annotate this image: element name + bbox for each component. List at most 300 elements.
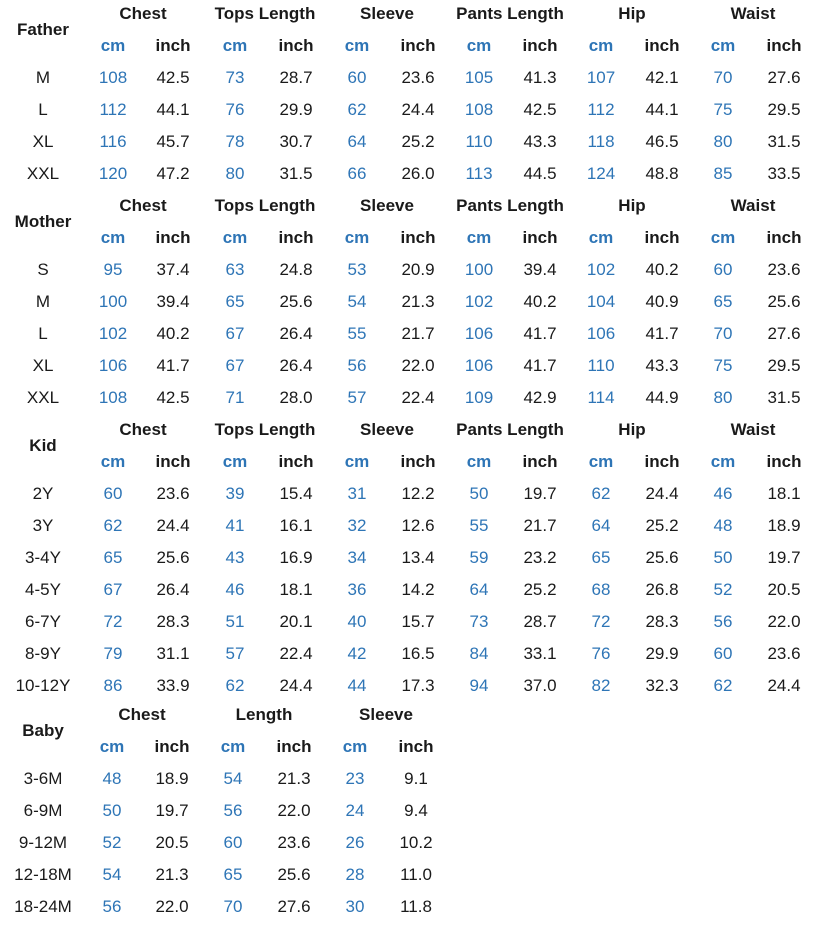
value-inch: 25.6 (645, 548, 679, 567)
value-cm: 54 (102, 865, 122, 884)
value-cm: 39 (225, 484, 245, 503)
value-inch: 26.4 (279, 324, 313, 343)
column-header: Chest (118, 705, 166, 724)
value-inch: 28.0 (279, 388, 313, 407)
value-cm: 76 (591, 644, 611, 663)
unit-cm-label: cm (466, 228, 492, 247)
column-header: Chest (119, 4, 167, 23)
value-cm: 80 (713, 388, 733, 407)
value-inch: 43.3 (523, 132, 557, 151)
unit-cm-label: cm (588, 452, 614, 471)
section-label-kid: Kid (29, 436, 57, 455)
size-label: 6-7Y (25, 612, 61, 631)
value-inch: 26.4 (279, 356, 313, 375)
value-cm: 55 (347, 324, 367, 343)
unit-cm-label: cm (466, 36, 492, 55)
value-cm: 85 (713, 164, 733, 183)
column-header: Length (235, 705, 293, 724)
size-label: 10-12Y (15, 676, 71, 695)
value-inch: 17.3 (401, 676, 435, 695)
size-label: M (35, 68, 51, 87)
size-label: L (38, 324, 48, 343)
value-cm: 46 (225, 580, 245, 599)
value-cm: 60 (347, 68, 367, 87)
value-inch: 33.1 (523, 644, 557, 663)
unit-inch-label: inch (278, 228, 314, 247)
value-inch: 16.1 (279, 516, 313, 535)
value-cm: 56 (347, 356, 367, 375)
value-inch: 11.0 (400, 865, 432, 884)
column-header: Tops Length (214, 196, 316, 215)
value-cm: 102 (464, 292, 494, 311)
size-label: 9-12M (18, 833, 68, 852)
column-header: Waist (730, 4, 776, 23)
unit-cm-label: cm (100, 36, 126, 55)
value-cm: 34 (347, 548, 367, 567)
value-cm: 62 (225, 676, 245, 695)
value-cm: 108 (464, 100, 494, 119)
value-inch: 44.1 (645, 100, 679, 119)
column-header: Waist (730, 196, 776, 215)
value-inch: 25.2 (523, 580, 557, 599)
value-inch: 42.5 (523, 100, 557, 119)
value-cm: 62 (591, 484, 611, 503)
value-cm: 26 (345, 833, 365, 852)
value-cm: 94 (469, 676, 489, 695)
value-cm: 106 (98, 356, 128, 375)
value-cm: 79 (103, 644, 123, 663)
unit-cm-label: cm (588, 36, 614, 55)
size-label: 4-5Y (25, 580, 61, 599)
value-cm: 46 (713, 484, 733, 503)
value-inch: 23.6 (767, 644, 801, 663)
value-cm: 40 (347, 612, 367, 631)
value-cm: 42 (347, 644, 367, 663)
value-inch: 40.9 (645, 292, 679, 311)
value-inch: 19.7 (767, 548, 801, 567)
value-cm: 107 (586, 68, 616, 87)
unit-inch-label: inch (766, 228, 802, 247)
size-label: S (37, 260, 49, 279)
value-inch: 30.7 (279, 132, 313, 151)
value-cm: 65 (591, 548, 611, 567)
value-inch: 28.7 (523, 612, 557, 631)
value-cm: 56 (102, 897, 122, 916)
value-inch: 21.7 (401, 324, 435, 343)
value-cm: 65 (713, 292, 733, 311)
section-label-mother: Mother (14, 212, 72, 231)
value-cm: 53 (347, 260, 367, 279)
value-inch: 23.6 (156, 484, 190, 503)
value-cm: 64 (469, 580, 489, 599)
unit-inch-label: inch (155, 452, 191, 471)
size-label: XL (32, 356, 54, 375)
value-inch: 9.1 (404, 769, 428, 788)
value-inch: 10.2 (399, 833, 433, 852)
value-cm: 108 (98, 388, 128, 407)
value-inch: 44.5 (523, 164, 557, 183)
unit-inch-label: inch (276, 737, 312, 756)
value-inch: 22.0 (401, 356, 435, 375)
value-inch: 42.5 (156, 388, 190, 407)
unit-cm-label: cm (710, 36, 736, 55)
value-inch: 37.4 (156, 260, 190, 279)
value-inch: 20.1 (279, 612, 313, 631)
value-inch: 18.9 (767, 516, 801, 535)
section-label-father: Father (17, 20, 69, 39)
unit-inch-label: inch (644, 228, 680, 247)
value-cm: 109 (464, 388, 494, 407)
value-cm: 124 (586, 164, 616, 183)
value-inch: 47.2 (156, 164, 190, 183)
size-label: 3-4Y (25, 548, 61, 567)
value-cm: 84 (469, 644, 489, 663)
value-cm: 73 (225, 68, 245, 87)
value-inch: 27.6 (767, 324, 801, 343)
size-label: 6-9M (23, 801, 63, 820)
value-cm: 106 (464, 356, 494, 375)
value-inch: 33.5 (767, 164, 801, 183)
value-cm: 54 (347, 292, 367, 311)
value-cm: 118 (587, 132, 615, 151)
value-inch: 41.7 (156, 356, 190, 375)
value-inch: 20.5 (767, 580, 801, 599)
value-cm: 86 (103, 676, 123, 695)
column-header: Hip (618, 196, 646, 215)
unit-inch-label: inch (522, 228, 558, 247)
value-inch: 20.9 (401, 260, 435, 279)
size-label: XXL (26, 164, 60, 183)
unit-inch-label: inch (278, 452, 314, 471)
value-inch: 22.4 (401, 388, 435, 407)
value-inch: 15.4 (279, 484, 313, 503)
value-cm: 50 (713, 548, 733, 567)
column-header: Waist (730, 420, 776, 439)
value-inch: 23.6 (767, 260, 801, 279)
value-inch: 28.3 (156, 612, 190, 631)
value-cm: 59 (469, 548, 489, 567)
value-cm: 57 (225, 644, 245, 663)
value-inch: 23.6 (401, 68, 435, 87)
value-inch: 11.8 (400, 897, 432, 916)
value-cm: 70 (713, 68, 733, 87)
value-cm: 114 (587, 388, 615, 407)
unit-inch-label: inch (522, 452, 558, 471)
value-cm: 113 (465, 164, 493, 183)
value-inch: 22.0 (767, 612, 801, 631)
value-cm: 82 (591, 676, 611, 695)
value-inch: 43.3 (645, 356, 679, 375)
value-cm: 23 (345, 769, 365, 788)
value-cm: 102 (586, 260, 616, 279)
value-cm: 32 (347, 516, 367, 535)
value-cm: 52 (102, 833, 122, 852)
value-inch: 40.2 (156, 324, 190, 343)
value-cm: 110 (465, 132, 493, 151)
unit-inch-label: inch (400, 452, 436, 471)
value-cm: 44 (347, 676, 367, 695)
value-cm: 95 (103, 260, 123, 279)
value-inch: 33.9 (156, 676, 190, 695)
value-cm: 55 (469, 516, 489, 535)
value-cm: 75 (713, 356, 733, 375)
value-inch: 22.4 (279, 644, 313, 663)
value-cm: 31 (347, 484, 367, 503)
value-cm: 48 (102, 769, 122, 788)
size-label: 3Y (32, 516, 54, 535)
unit-cm-label: cm (222, 228, 248, 247)
value-cm: 30 (345, 897, 365, 916)
unit-inch-label: inch (766, 36, 802, 55)
value-inch: 42.1 (645, 68, 679, 87)
value-cm: 62 (347, 100, 367, 119)
value-inch: 41.7 (645, 324, 679, 343)
column-header: Pants Length (456, 4, 564, 23)
unit-inch-label: inch (644, 36, 680, 55)
value-inch: 25.6 (767, 292, 801, 311)
value-inch: 26.0 (401, 164, 435, 183)
value-inch: 28.3 (645, 612, 679, 631)
value-inch: 24.4 (156, 516, 190, 535)
value-cm: 60 (713, 260, 733, 279)
value-inch: 21.7 (523, 516, 557, 535)
size-label: 3-6M (23, 769, 63, 788)
value-inch: 23.2 (523, 548, 557, 567)
unit-cm-label: cm (99, 737, 125, 756)
unit-inch-label: inch (398, 737, 434, 756)
value-cm: 52 (713, 580, 733, 599)
value-inch: 31.5 (279, 164, 313, 183)
value-inch: 44.1 (156, 100, 190, 119)
value-cm: 78 (225, 132, 245, 151)
value-inch: 29.5 (767, 100, 801, 119)
value-inch: 32.3 (645, 676, 679, 695)
value-cm: 75 (713, 100, 733, 119)
value-inch: 39.4 (523, 260, 557, 279)
value-inch: 9.4 (404, 801, 428, 820)
value-inch: 29.9 (645, 644, 679, 663)
value-inch: 31.1 (156, 644, 190, 663)
value-cm: 80 (713, 132, 733, 151)
value-inch: 46.5 (645, 132, 679, 151)
column-header: Pants Length (456, 196, 564, 215)
column-header: Pants Length (456, 420, 564, 439)
value-cm: 68 (591, 580, 611, 599)
value-inch: 42.9 (523, 388, 557, 407)
column-header: Hip (618, 420, 646, 439)
unit-cm-label: cm (588, 228, 614, 247)
value-inch: 25.6 (156, 548, 190, 567)
value-inch: 31.5 (767, 388, 801, 407)
value-inch: 21.3 (277, 769, 311, 788)
value-inch: 25.2 (645, 516, 679, 535)
value-inch: 18.1 (279, 580, 313, 599)
value-inch: 41.7 (523, 356, 557, 375)
size-label: XL (32, 132, 54, 151)
value-inch: 29.9 (279, 100, 313, 119)
section-label-baby: Baby (22, 721, 64, 740)
unit-cm-label: cm (222, 452, 248, 471)
value-inch: 13.4 (401, 548, 435, 567)
value-cm: 112 (99, 100, 127, 119)
unit-inch-label: inch (766, 452, 802, 471)
column-header: Chest (119, 420, 167, 439)
value-cm: 51 (225, 612, 245, 631)
unit-inch-label: inch (154, 737, 190, 756)
column-header: Hip (618, 4, 646, 23)
value-inch: 12.2 (401, 484, 435, 503)
unit-cm-label: cm (100, 452, 126, 471)
value-cm: 71 (225, 388, 245, 407)
unit-inch-label: inch (644, 452, 680, 471)
value-cm: 62 (713, 676, 733, 695)
value-cm: 80 (225, 164, 245, 183)
value-inch: 16.9 (279, 548, 313, 567)
value-inch: 37.0 (523, 676, 557, 695)
value-inch: 27.6 (767, 68, 801, 87)
value-cm: 105 (464, 68, 494, 87)
value-cm: 104 (586, 292, 616, 311)
column-header: Sleeve (360, 4, 414, 23)
value-inch: 21.3 (155, 865, 189, 884)
value-cm: 64 (591, 516, 611, 535)
value-cm: 120 (98, 164, 128, 183)
value-cm: 60 (713, 644, 733, 663)
value-inch: 26.8 (645, 580, 679, 599)
value-inch: 25.6 (279, 292, 313, 311)
value-cm: 60 (223, 833, 243, 852)
value-cm: 63 (225, 260, 245, 279)
value-inch: 25.6 (277, 865, 311, 884)
value-cm: 24 (345, 801, 365, 820)
value-cm: 50 (102, 801, 122, 820)
unit-cm-label: cm (344, 36, 370, 55)
value-cm: 67 (225, 324, 245, 343)
value-cm: 100 (464, 260, 494, 279)
size-label: L (38, 100, 48, 119)
value-inch: 20.5 (155, 833, 189, 852)
value-cm: 73 (469, 612, 489, 631)
value-cm: 65 (225, 292, 245, 311)
column-header: Chest (119, 196, 167, 215)
size-label: M (35, 292, 51, 311)
value-inch: 18.1 (767, 484, 801, 503)
value-inch: 23.6 (277, 833, 311, 852)
value-cm: 56 (223, 801, 243, 820)
value-cm: 65 (223, 865, 243, 884)
value-inch: 18.9 (155, 769, 189, 788)
value-cm: 108 (98, 68, 128, 87)
value-inch: 25.2 (401, 132, 435, 151)
unit-inch-label: inch (400, 36, 436, 55)
unit-cm-label: cm (344, 228, 370, 247)
column-header: Sleeve (359, 705, 413, 724)
unit-inch-label: inch (522, 36, 558, 55)
value-inch: 24.4 (401, 100, 435, 119)
value-cm: 67 (103, 580, 123, 599)
value-cm: 50 (469, 484, 489, 503)
size-label: XXL (26, 388, 60, 407)
value-cm: 102 (98, 324, 128, 343)
value-inch: 29.5 (767, 356, 801, 375)
value-cm: 36 (347, 580, 367, 599)
unit-inch-label: inch (278, 36, 314, 55)
value-inch: 24.4 (279, 676, 313, 695)
value-cm: 56 (713, 612, 733, 631)
unit-cm-label: cm (100, 228, 126, 247)
value-cm: 70 (223, 897, 243, 916)
value-inch: 21.3 (401, 292, 435, 311)
value-inch: 28.7 (279, 68, 313, 87)
value-cm: 57 (347, 388, 367, 407)
value-cm: 60 (103, 484, 123, 503)
value-inch: 39.4 (156, 292, 190, 311)
unit-cm-label: cm (710, 452, 736, 471)
value-inch: 24.8 (279, 260, 313, 279)
value-inch: 24.4 (767, 676, 801, 695)
unit-cm-label: cm (710, 228, 736, 247)
value-cm: 64 (347, 132, 367, 151)
value-cm: 106 (586, 324, 616, 343)
size-label: 8-9Y (25, 644, 61, 663)
value-inch: 19.7 (523, 484, 557, 503)
unit-cm-label: cm (342, 737, 368, 756)
unit-cm-label: cm (344, 452, 370, 471)
value-inch: 22.0 (155, 897, 189, 916)
value-inch: 44.9 (645, 388, 679, 407)
value-cm: 72 (103, 612, 123, 631)
value-inch: 40.2 (523, 292, 557, 311)
value-inch: 41.3 (523, 68, 557, 87)
value-inch: 16.5 (401, 644, 435, 663)
value-inch: 15.7 (401, 612, 435, 631)
value-cm: 70 (713, 324, 733, 343)
column-header: Tops Length (214, 4, 316, 23)
value-inch: 45.7 (156, 132, 190, 151)
value-cm: 106 (464, 324, 494, 343)
value-cm: 43 (225, 548, 245, 567)
column-header: Sleeve (360, 196, 414, 215)
unit-inch-label: inch (400, 228, 436, 247)
value-inch: 27.6 (277, 897, 311, 916)
value-cm: 65 (103, 548, 123, 567)
value-cm: 54 (223, 769, 243, 788)
value-inch: 14.2 (401, 580, 435, 599)
unit-cm-label: cm (466, 452, 492, 471)
value-inch: 48.8 (645, 164, 679, 183)
value-inch: 19.7 (155, 801, 189, 820)
value-cm: 76 (225, 100, 245, 119)
column-header: Sleeve (360, 420, 414, 439)
unit-inch-label: inch (155, 36, 191, 55)
value-inch: 24.4 (645, 484, 679, 503)
value-inch: 26.4 (156, 580, 190, 599)
column-header: Tops Length (214, 420, 316, 439)
value-cm: 62 (103, 516, 123, 535)
value-inch: 12.6 (401, 516, 435, 535)
value-cm: 112 (587, 100, 615, 119)
value-inch: 42.5 (156, 68, 190, 87)
size-label: 12-18M (14, 865, 72, 884)
value-cm: 100 (98, 292, 128, 311)
value-cm: 48 (713, 516, 733, 535)
unit-cm-label: cm (220, 737, 246, 756)
value-inch: 22.0 (277, 801, 311, 820)
unit-cm-label: cm (222, 36, 248, 55)
value-cm: 66 (347, 164, 367, 183)
value-cm: 28 (345, 865, 365, 884)
value-inch: 41.7 (523, 324, 557, 343)
